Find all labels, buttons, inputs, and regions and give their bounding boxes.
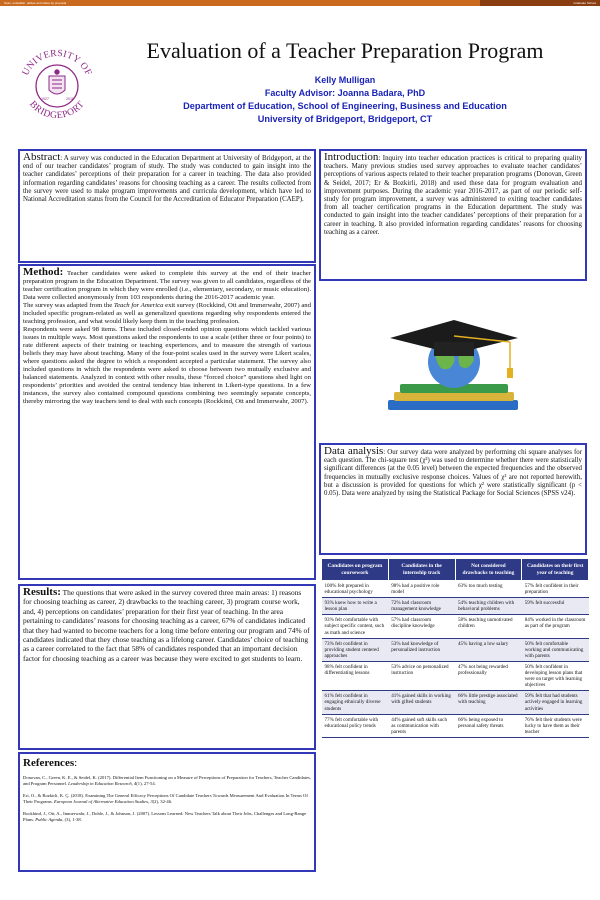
abstract-heading: Abstract: [23, 151, 61, 163]
table-cell: 66% being exposed to personal safety threats: [455, 714, 522, 737]
method-para3: Respondents were asked 98 items. These included closed-ended opinion questions which tackled various issues in multiple ways. Most questions asked the respondents to use a scale (either three or four points) to rate different aspects of their training or teaching experiences, and to measure the strength of various beliefs they may have about teaching. Many of the four-point scales used in the survey were Likert scales, where questions asked the degree to which a respondent accepted a particular statement. The survey also included questions in which the respondents were asked to choose between two mutually exclusive and balanced statements. Analyzed in context with other results, these “forced choice” questions shed light on respondents’ priorities and avoided the central tendency bias inherent in Likert-type questions. In a few instances, the survey also contained compound questions combining two seemingly separate concepts, thereby mirroring the way teachers tend to deal with such concepts (Rockkind, Ott and Immerwahr, 2007).: [23, 326, 311, 405]
results-table: [321, 558, 589, 738]
table-header-cell: Candidates in the internship track: [388, 559, 455, 581]
references-title: [23, 756, 311, 770]
results-panel: [18, 584, 316, 750]
table-cell: 50% felt confident in developing lesson plans that were on target with learning objectives: [522, 661, 589, 690]
table-cell: 61% felt confident in engaging ethnically diverse students: [322, 691, 389, 714]
table-cell: 59% felt successful: [522, 598, 589, 615]
table-cell: 50% felt comfortable working and communicating with parents: [522, 638, 589, 661]
top-bar-right-text: Graduate School: [573, 1, 596, 5]
references-heading: References: [23, 757, 75, 769]
reference-item-1: Donovan, C., Green, K. E., & Seidel, K. (2017). Differential Item Functioning on a Measure of Perceptions of Preparation for Teachers, Teacher Candidates, and Program Personnel. Leadership in Education Research, 4(1), 27-54.: [23, 775, 311, 786]
seal-text-bottom: BRIDGEPORT: [27, 98, 87, 122]
results-heading: Results:: [23, 586, 61, 598]
table-cell: 76% felt their students were lucky to have them as their teacher: [522, 714, 589, 737]
graduation-cap-globe-image: [368, 312, 548, 422]
table-cell: 45% having a low salary: [455, 638, 522, 661]
data-analysis-text: [324, 447, 582, 498]
seal-year-left: 1927: [41, 97, 49, 101]
author-name: Kelly Mulligan: [314, 75, 376, 85]
references-colon: :: [74, 757, 78, 769]
method-para1: Teacher candidates were asked to complete this survey at the end of their teacher preparation program in the Education Department. The survey was given to all candidates, regardless of the teacher certification program in which they were enrolled (i.e., elementary, secondary, or music education). Data were collected anonymously from 103 respondents during the 2016-2017 academic year.: [23, 270, 311, 301]
introduction-heading: Introduction: [324, 151, 379, 163]
table-row: [322, 598, 589, 615]
table-cell: 73% felt confident in providing student centered approaches: [322, 638, 389, 661]
table-cell: 93% felt comfortable with subject specific content, such as math and science: [322, 615, 389, 638]
university-seal-logo: [14, 42, 100, 128]
table-cell: 44% gained soft skills such as communication with parents: [388, 714, 455, 737]
method-para2-em: Teach for America: [113, 302, 164, 309]
table-cell: 47% not being rewarded professionally: [455, 661, 522, 690]
seal-emblem-icon: [49, 70, 65, 94]
university-name: University of Bridgeport, Bridgeport, CT: [257, 114, 433, 124]
top-bar-left-text: Scan, embellish, deliver and share by proposal: [4, 1, 67, 5]
references-panel: [18, 752, 316, 872]
results-body: The questions that were asked in the survey covered three main areas: 1) reasons for choosing teaching as career, 2) drawbacks to the teaching career, 3) program course work, and, 4) perceptions on candidates’ preparation for their first year of teaching. In the area pertaining to candidates’ reasons for choosing teaching as a career, 67% of candidates indicated that they had wanted to become teachers for a long time before entering our program and 74% of candidates indicated that they chose teaching as a lifelong career. Candidates’ choice of teaching as a career correlated to the fact that 58% of candidates responded that an important decision factor for choosing teaching as a career was because they were excited to get students to learn.: [23, 588, 310, 663]
table-cell: 53% advice on personalized instruction: [388, 661, 455, 690]
abstract-panel: [18, 149, 316, 263]
method-para2-b: exit survey (Rockkind, Ott and Immerwahr, 2007) and included specific program-related as well as generalized questions regarding why respondents entered the teaching profession, and what would likely keep them in the teaching profession.: [23, 302, 311, 325]
top-bar-left: [0, 0, 480, 6]
table-header-cell: Not considered drawbacks to teaching: [455, 559, 522, 581]
poster-title: Evaluation of a Teacher Preparation Program: [146, 38, 544, 63]
data-analysis-heading: Data analysis: [324, 445, 384, 457]
table-cell: 100% felt prepared in educational psychology: [322, 581, 389, 598]
seal-text-top: UNIVERSITY OF: [20, 47, 94, 78]
table-cell: 66% little prestige associated with teaching: [455, 691, 522, 714]
reference-item-2: Eri, O., & Bozkirli, K. Ç. (2018). Examining The General Efficacy Perceptions Of Candidate Teachers Towards Measurement And Evaluation In Terms Of Their Programs. European Journal of Alternative Education Studies, 3(2), 32-46.: [23, 793, 308, 804]
reference-item-3: Rockhind, J., Ott, A., Immerwahr, J., Doble, J., & Johnson, J. (2007). Lessons Learned: New Teachers Talk about Their Jobs, Challenges and Long-Range Plans. Public Agenda, (3), 1-38.: [23, 811, 307, 822]
svg-text:BRIDGEPORT: [27, 99, 87, 121]
table-cell: 98% felt confident in differentiating lessons: [322, 661, 389, 690]
table-header-row: [322, 559, 589, 581]
table-cell: 54% teaching children with behavioral problems: [455, 598, 522, 615]
seal-year-right: 2018: [66, 97, 74, 101]
table-cell: 93% knew how to write a lesson plan: [322, 598, 389, 615]
table-cell: 84% worked in the classroom as part of the program: [522, 615, 589, 638]
table-cell: 72% had classroom management knowledge: [388, 598, 455, 615]
data-analysis-body: : Our survey data were analyzed by performing chi square analyses for each question. The chi-square test (χ²) was used to determine whether there were statistically significant differences (at the 0.05 level) between the expected frequencies and the observed frequencies in mutually exclusive response choices. Values of χ² are not reported herewith, but a discussion is provided for questions for which χ² were statistically significant (p < 0.05). Data were analyzed by using the Statistical Package for Social Sciences (SPSS v24).: [324, 449, 583, 498]
table-row: [322, 615, 589, 638]
table-cell: 98% had a positive role model: [388, 581, 455, 598]
table-header-cell: Candidates on their first year of teaching: [522, 559, 589, 581]
table-cell: 63% too much testing: [455, 581, 522, 598]
table-cell: 59% felt that had students actively engaged in learning activities: [522, 691, 589, 714]
table-row: [322, 661, 589, 690]
table-cell: 53% had knowledge of personalized instruction: [388, 638, 455, 661]
department-name: Department of Education, School of Engineering, Business and Education: [183, 101, 507, 111]
table-row: [322, 691, 589, 714]
introduction-body: : Inquiry into teacher education practices is critical to preparing quality teachers. Many previous studies used survey approaches to evaluate teacher candidates’ perceptions of various aspects related to their teacher preparation programs (Donovan, Green & Seidel, 2017; Er & Bozkirli, 2018) and used these data for program evaluation and improvement purposes. During the academic year 2016-2017, as part of our periodic self-study for program improvement, a survey was administered to exiting teacher candidates from all teacher certification programs in the Education department. The study was conducted to gain insight into the teacher candidates’ perceptions of their preparation for a career in teaching. It also provided information regarding candidates’ reasons for choosing teaching as a career.: [324, 155, 582, 236]
table-cell: 57% felt confident in their preparation: [522, 581, 589, 598]
abstract-text: [23, 153, 311, 204]
method-panel: [18, 264, 316, 580]
table-cell: 41% gained skills in working with gifted students: [388, 691, 455, 714]
method-para2: [23, 302, 311, 326]
results-text: [23, 588, 311, 663]
top-bar: [0, 0, 600, 6]
introduction-panel: [319, 149, 587, 281]
table-header-cell: Candidates on program coursework: [322, 559, 389, 581]
faculty-advisor: Faculty Advisor: Joanna Badara, PhD: [264, 88, 426, 98]
data-analysis-panel: [319, 443, 587, 555]
method-heading: Method:: [23, 266, 64, 278]
table-cell: 77% felt comfortable with educational policy trends: [322, 714, 389, 737]
abstract-body: : A survey was conducted in the Education Department at University of Bridgeport, at the end of our teacher candidates’ program of study. The study was conducted to gain insight into the teacher candidates’ perceptions of their preparation for a career in teaching. The data also provided information regarding candidates’ reasons for choosing teaching as a career. The results collected from the survey were used to make program improvements and curricula development, which have led to National Accreditation status from the Council for the Accreditation of Educator Preparation (CAEP).: [23, 155, 311, 204]
method-text: [23, 268, 311, 302]
method-para2-a: The survey was adapted from the: [23, 302, 114, 309]
table-row: [322, 714, 589, 737]
table-row: [322, 638, 589, 661]
table-row: [322, 581, 589, 598]
table-cell: 58% teaching unmotivated children: [455, 615, 522, 638]
introduction-text: [324, 153, 582, 237]
table-cell: 57% had classroom discipline knowledge: [388, 615, 455, 638]
